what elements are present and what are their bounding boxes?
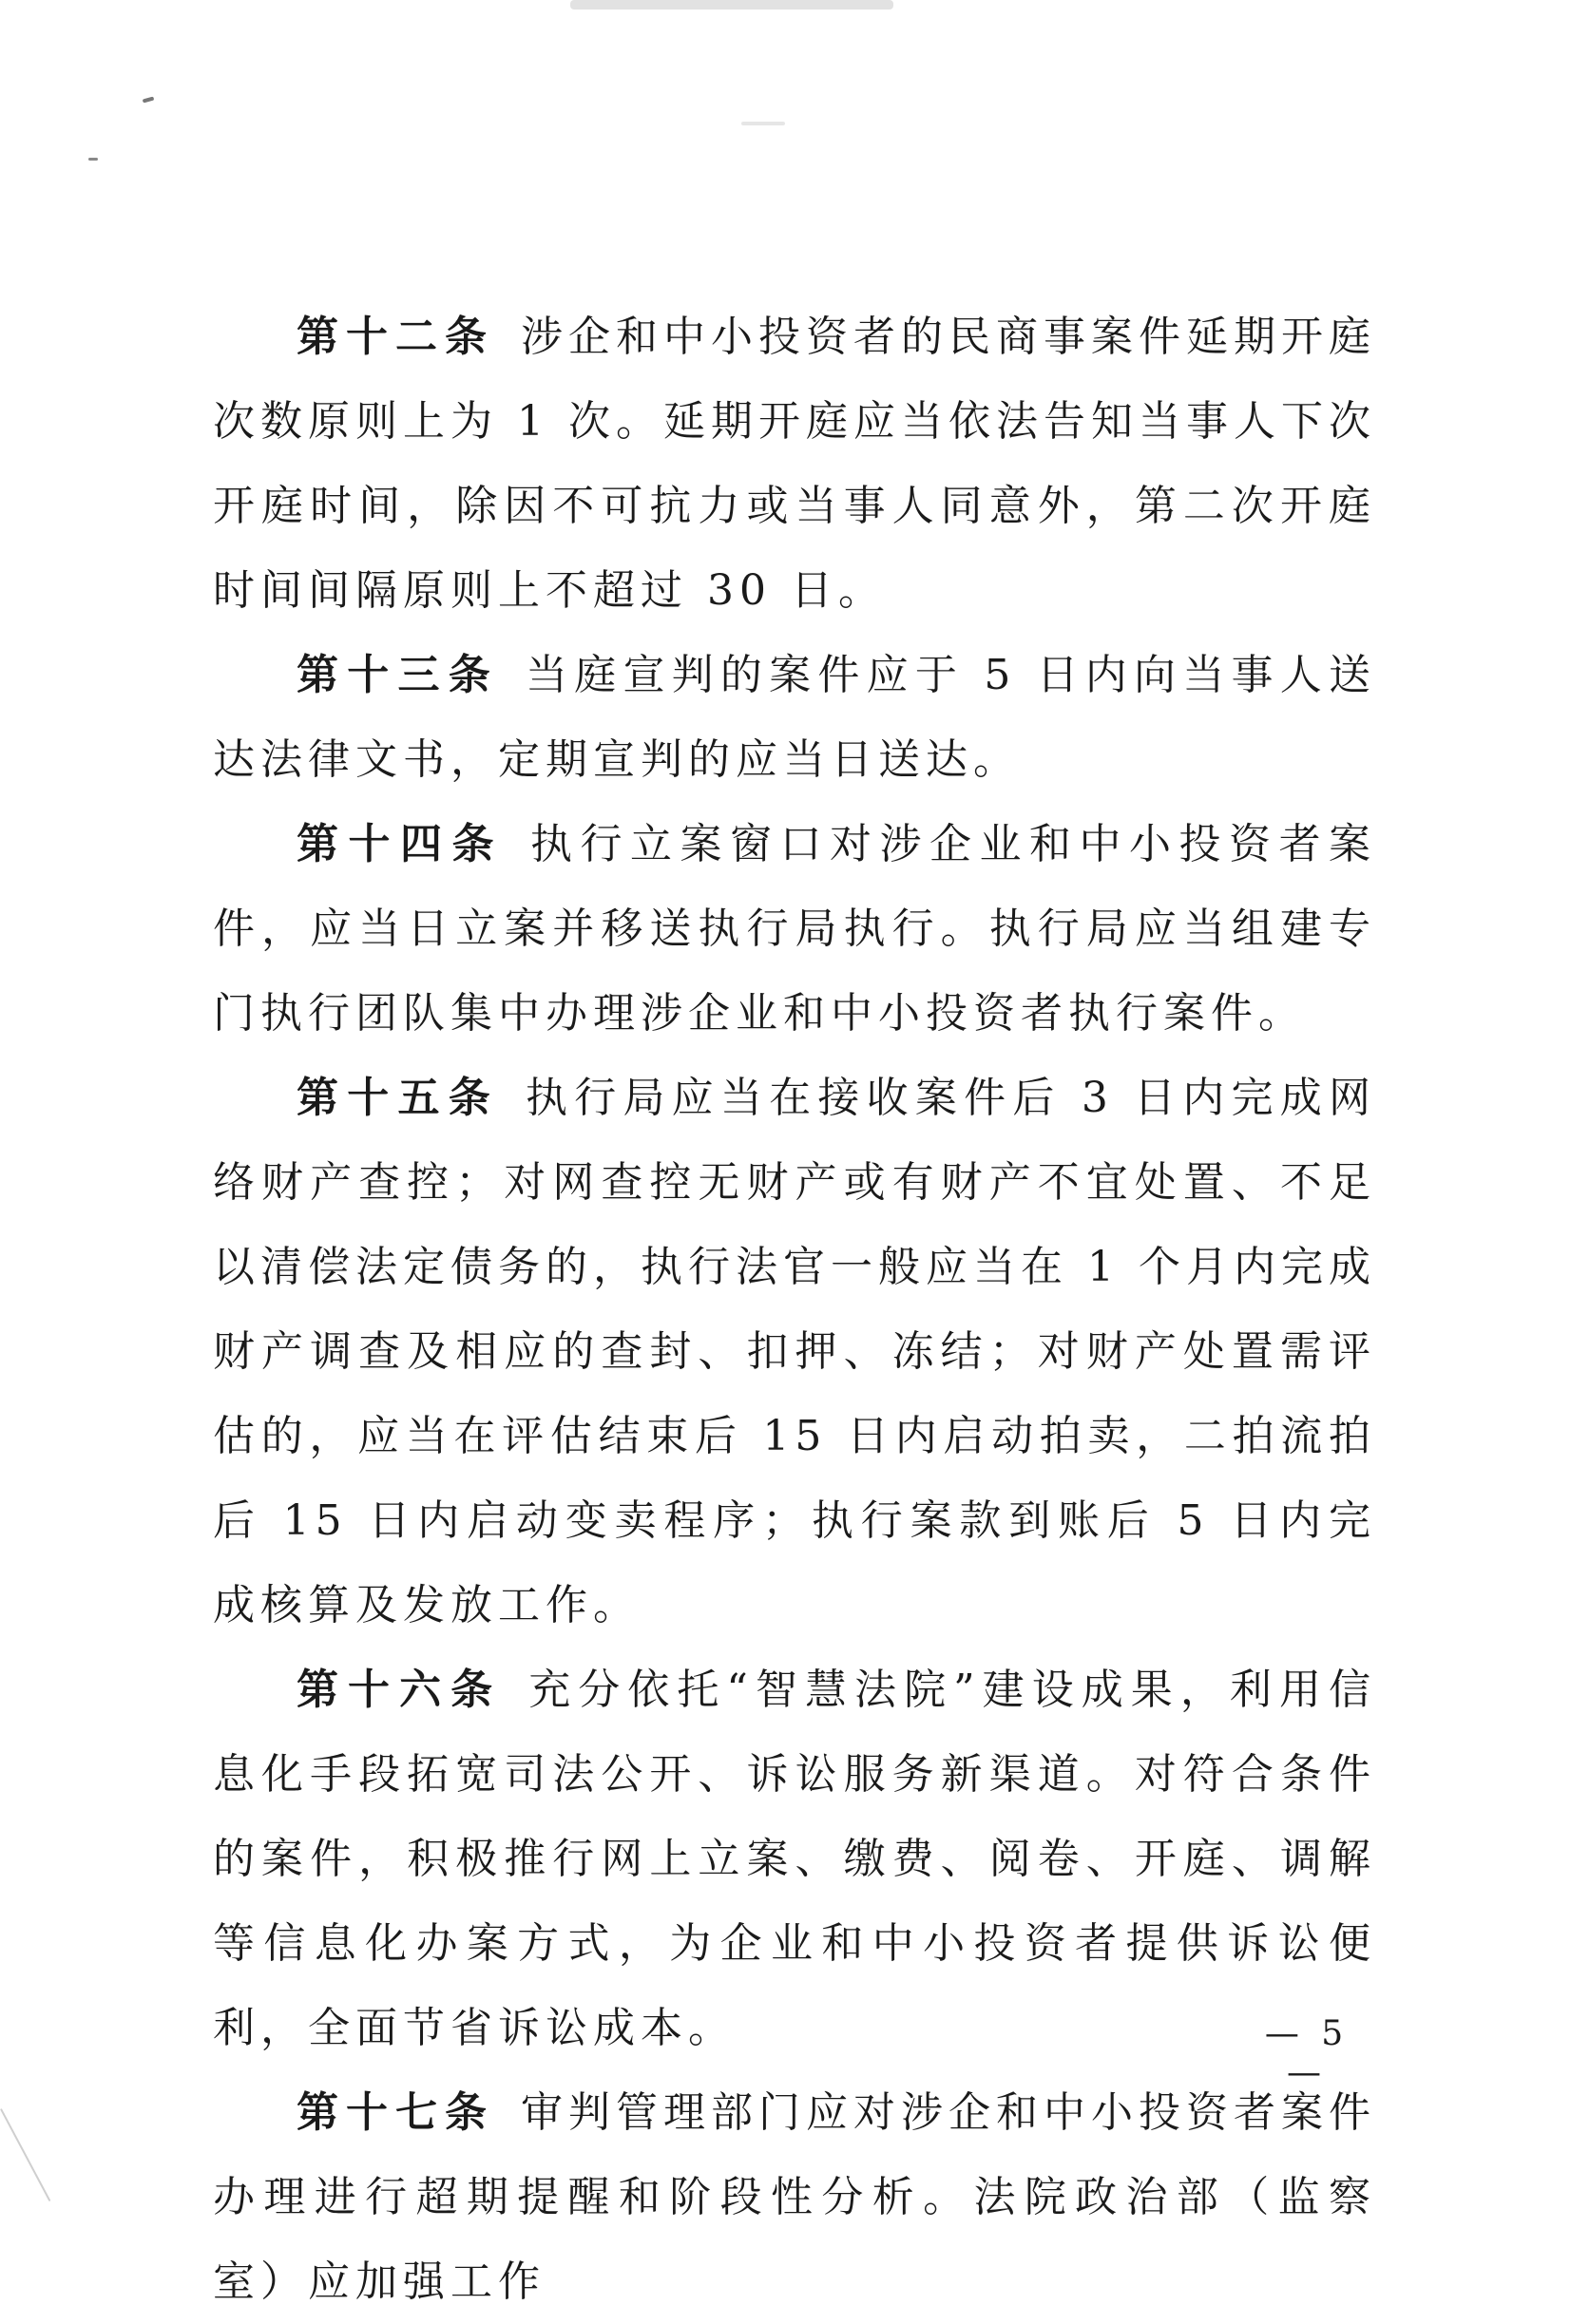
scan-speck — [741, 122, 785, 125]
article-title: 第十三条 — [297, 651, 499, 699]
article-text: 审判管理部门应对涉企和中小投资者案件办理进行超期提醒和阶段性分析。法院政治部（监察室）应加强工作 — [213, 2088, 1376, 2306]
article-text: 当庭宣判的案件应于 5 日内向当事人送达法律文书，定期宣判的应当日送达。 — [213, 651, 1377, 784]
article-text: 充分依托“智慧法院”建设成果，利用信息化手段拓宽司法公开、诉讼服务新渠道。对符合条件的案件，积极推行网上立案、缴费、阅卷、开庭、调解等信息化办案方式，为企业和中小投资者提供诉讼便利，全面节省诉讼成本。 — [213, 1666, 1376, 2052]
page-number: — 5 — — [1264, 2014, 1350, 2092]
article-15 — [213, 1056, 1376, 1648]
document-body — [213, 295, 1376, 2324]
article-17 — [213, 2070, 1376, 2324]
scan-speck — [88, 158, 98, 161]
scan-edge-line — [0, 2108, 50, 2201]
article-16 — [213, 1648, 1376, 2070]
article-14 — [213, 802, 1376, 1056]
article-title: 第十五条 — [297, 1074, 499, 1122]
article-text: 涉企和中小投资者的民商事案件延期开庭次数原则上为 1 次。延期开庭应当依法告知当事人下次开庭时间，除因不可抗力或当事人同意外，第二次开庭时间间隔原则上不超过 30 日。 — [213, 313, 1376, 615]
article-title: 第十四条 — [297, 820, 504, 868]
article-title: 第十二条 — [297, 313, 494, 361]
scan-speck — [143, 97, 155, 104]
article-title: 第十六条 — [297, 1666, 503, 1714]
article-title: 第十七条 — [297, 2088, 494, 2137]
scan-smudge — [570, 0, 893, 10]
article-13 — [213, 633, 1376, 802]
article-text: 执行立案窗口对涉企业和中小投资者案件，应当日立案并移送执行局执行。执行局应当组建专门执行团队集中办理涉企业和中小投资者执行案件。 — [213, 820, 1376, 1038]
article-text: 执行局应当在接收案件后 3 日内完成网络财产查控；对网查控无财产或有财产不宜处置、不足以清偿法定债务的，执行法官一般应当在 1 个月内完成财产调查及相应的查封、扣押、冻结；对财产处置需评估的，应当在评估结束后 15 日内启动拍卖，二拍流拍后 15 日内启动变卖程序；执行案款到账后 5 日内完成核算及发放工作。 — [213, 1074, 1377, 1629]
article-12 — [213, 295, 1376, 633]
